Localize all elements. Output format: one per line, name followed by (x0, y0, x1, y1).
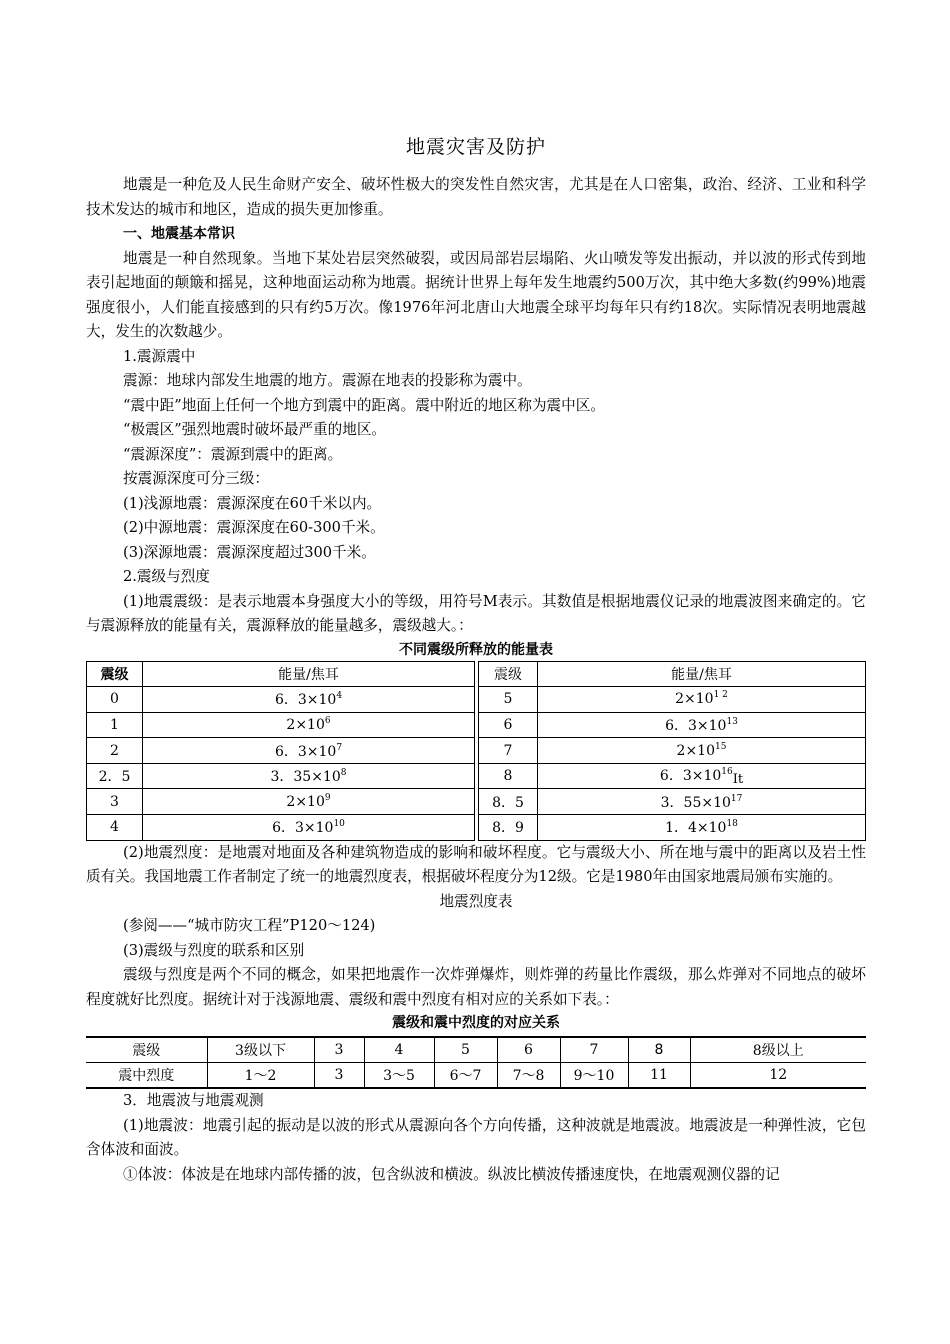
relation-cell: 3 (314, 1037, 364, 1063)
relation-cell: 8级以上 (690, 1037, 866, 1063)
energy-cell: 6．$3\times 10^{13}$ (538, 712, 866, 738)
energy-cell: 3．$55\times 10^{17}$ (538, 789, 866, 815)
magnitude-cell: 5 (479, 687, 538, 713)
magnitude-cell: 1 (87, 712, 143, 738)
column-header: 能量/焦耳 (538, 661, 866, 687)
sub3-heading: (3)震级与烈度的联系和区别 (123, 941, 305, 959)
section1-heading: 一、地震基本常识 (123, 226, 235, 242)
magnitude-cell: 0 (87, 687, 143, 713)
magnitude-paragraph: (1)地震震级：是表示地震本身强度大小的等级，用符号M表示。其数值是根据地震仪记录的地震波图来确定的。它与震源释放的能量有关，震源释放的能量越多，震级越大。： (86, 592, 866, 634)
relation-cell: 5 (434, 1037, 497, 1063)
body-wave-paragraph: ①体波：体波是在地球内部传播的波，包含纵波和横波。纵波比横波传播速度快，在地震观测仪器的记 (123, 1165, 780, 1183)
relation-cell: 11 (628, 1063, 690, 1089)
relation-table (86, 1036, 866, 1089)
energy-cell: 6．$3\times 10^7$ (143, 738, 475, 764)
intensity-paragraph: (2)地震烈度：是地震对地面及各种建筑物造成的影响和破坏程度。它与震级大小、所在地与震中的距离以及岩土性质有关。我国地震工作者制定了统一的地震烈度表，根据破坏程度分为12级。它是1980年由国家地震局颁布实施的。 (86, 843, 866, 886)
sec3-heading: 3．地震波与地震观测 (123, 1092, 264, 1110)
relation-cell: 6 (497, 1037, 560, 1063)
column-header: 震级 (87, 661, 143, 687)
energy-cell: $2\times 10^6$ (143, 712, 475, 738)
relation-row-magnitude (86, 1037, 866, 1063)
wave-paragraph: (1)地震波：地震引起的振动是以波的形式从震源向各个方向传播，这种波就是地震波。地震波是一种弹性波，它包含体波和面波。 (86, 1116, 866, 1159)
energy-cell: 6．$3\times 10^{10}$ (143, 815, 475, 841)
energy-cell: 6．$3\times 10^{16}It$ (538, 763, 866, 789)
section1-paragraph: 地震是一种自然现象。当地下某处岩层突然破裂，或因局部岩层塌陷、火山喷发等发出振动，并以波的形式传到地表引起地面的颠簸和摇晃，这种地面运动称为地震。据统计世界上每年发生地震约500万次，其中绝大多数(约99%)地震强度很小，人们能直接感到的只有约5万次。像1976年河北唐山大地震全球平均每年只有约18次。实际情况表明地震越大，发生的次数越少。 (86, 249, 866, 340)
relation-table-caption: 震级和震中烈度的对应关系 (392, 1015, 560, 1032)
energy-cell: 1．$4\times 10^{18}$ (538, 815, 866, 841)
intensity-table-caption: 地震烈度表 (439, 892, 513, 910)
table-row (87, 763, 866, 789)
relation-cell: 4 (364, 1037, 434, 1063)
sub1-line: “震源深度”：震源到震中的距离。 (123, 445, 343, 463)
energy-cell: $2\times 10^{1 2}$ (538, 687, 866, 713)
relation-cell: 12 (690, 1063, 866, 1089)
relation-cell: 6～7 (434, 1063, 497, 1089)
table-row (87, 738, 866, 764)
sub1-line: “震中距”地面上任何一个地方到震中的距离。震中附近的地区称为震中区。 (123, 396, 605, 414)
relation-cell: 3 (314, 1063, 364, 1089)
relation-cell: 9～10 (560, 1063, 628, 1089)
energy-cell: 6．$3\times 10^4$ (143, 687, 475, 713)
sub1-line: (3)深源地震：震源深度超过300千米。 (123, 543, 376, 561)
reference-note: (参阅——“城市防灾工程”P120～124) (123, 917, 376, 935)
sub2-heading: 2.震级与烈度 (123, 568, 210, 585)
magnitude-cell: 4 (87, 815, 143, 841)
table-header-row (87, 661, 866, 687)
table-row (87, 712, 866, 738)
energy-cell: $2\times 10^9$ (143, 789, 475, 815)
energy-table (86, 661, 866, 841)
relation-cell: 8 (628, 1037, 690, 1063)
magnitude-cell: 2．5 (87, 763, 143, 789)
relation-row-intensity (86, 1063, 866, 1089)
relation-cell: 3～5 (364, 1063, 434, 1089)
magnitude-cell: 2 (87, 738, 143, 764)
magnitude-cell: 3 (87, 789, 143, 815)
sub1-line: (2)中源地震：震源深度在60-300千米。 (123, 519, 385, 536)
sub1-line: (1)浅源地震：震源深度在60千米以内。 (123, 494, 382, 512)
magnitude-cell: 7 (479, 738, 538, 764)
relation-paragraph: 震级与烈度是两个不同的概念，如果把地震作一次炸弹爆炸，则炸弹的药量比作震级，那么炸弹对不同地点的破坏程度就好比烈度。据统计对于浅源地震、震级和震中烈度有相对应的关系如下表。： (86, 966, 866, 1008)
magnitude-cell: 6 (479, 712, 538, 738)
energy-cell: 3．$35\times 10^8$ (143, 763, 475, 789)
column-header: 能量/焦耳 (143, 661, 475, 687)
table-row (87, 815, 866, 841)
table-row (87, 789, 866, 815)
document-page (86, 132, 866, 1187)
relation-cell: 7 (560, 1037, 628, 1063)
magnitude-cell: 8．9 (479, 815, 538, 841)
energy-cell: $2\times 10^{15}$ (538, 738, 866, 764)
intro-paragraph: 地震是一种危及人民生命财产安全、破坏性极大的突发性自然灾害，尤其是在人口密集，政治、经济、工业和科学技术发达的城市和地区，造成的损失更加惨重。 (86, 176, 866, 218)
sub1-line: 按震源深度可分三级： (123, 470, 269, 487)
relation-cell: 3级以下 (207, 1037, 314, 1063)
sub1-line: “极震区”强烈地震时破坏最严重的地区。 (123, 421, 387, 438)
magnitude-cell: 8 (479, 763, 538, 789)
column-header: 震级 (479, 661, 538, 687)
table-row (87, 687, 866, 713)
document-title: 地震灾害及防护 (405, 136, 546, 158)
relation-row-label: 震级 (86, 1037, 207, 1063)
relation-cell: 1～2 (207, 1063, 314, 1089)
sub1-line: 震源：地球内部发生地震的地方。震源在地表的投影称为震中。 (123, 372, 532, 389)
sub1-heading: 1.震源震中 (123, 347, 196, 365)
magnitude-cell: 8．5 (479, 789, 538, 815)
relation-row-label: 震中烈度 (118, 1068, 175, 1085)
energy-table-caption: 不同震级所释放的能量表 (399, 641, 553, 658)
relation-cell: 7～8 (497, 1063, 560, 1089)
stray-mark: It (732, 772, 744, 788)
